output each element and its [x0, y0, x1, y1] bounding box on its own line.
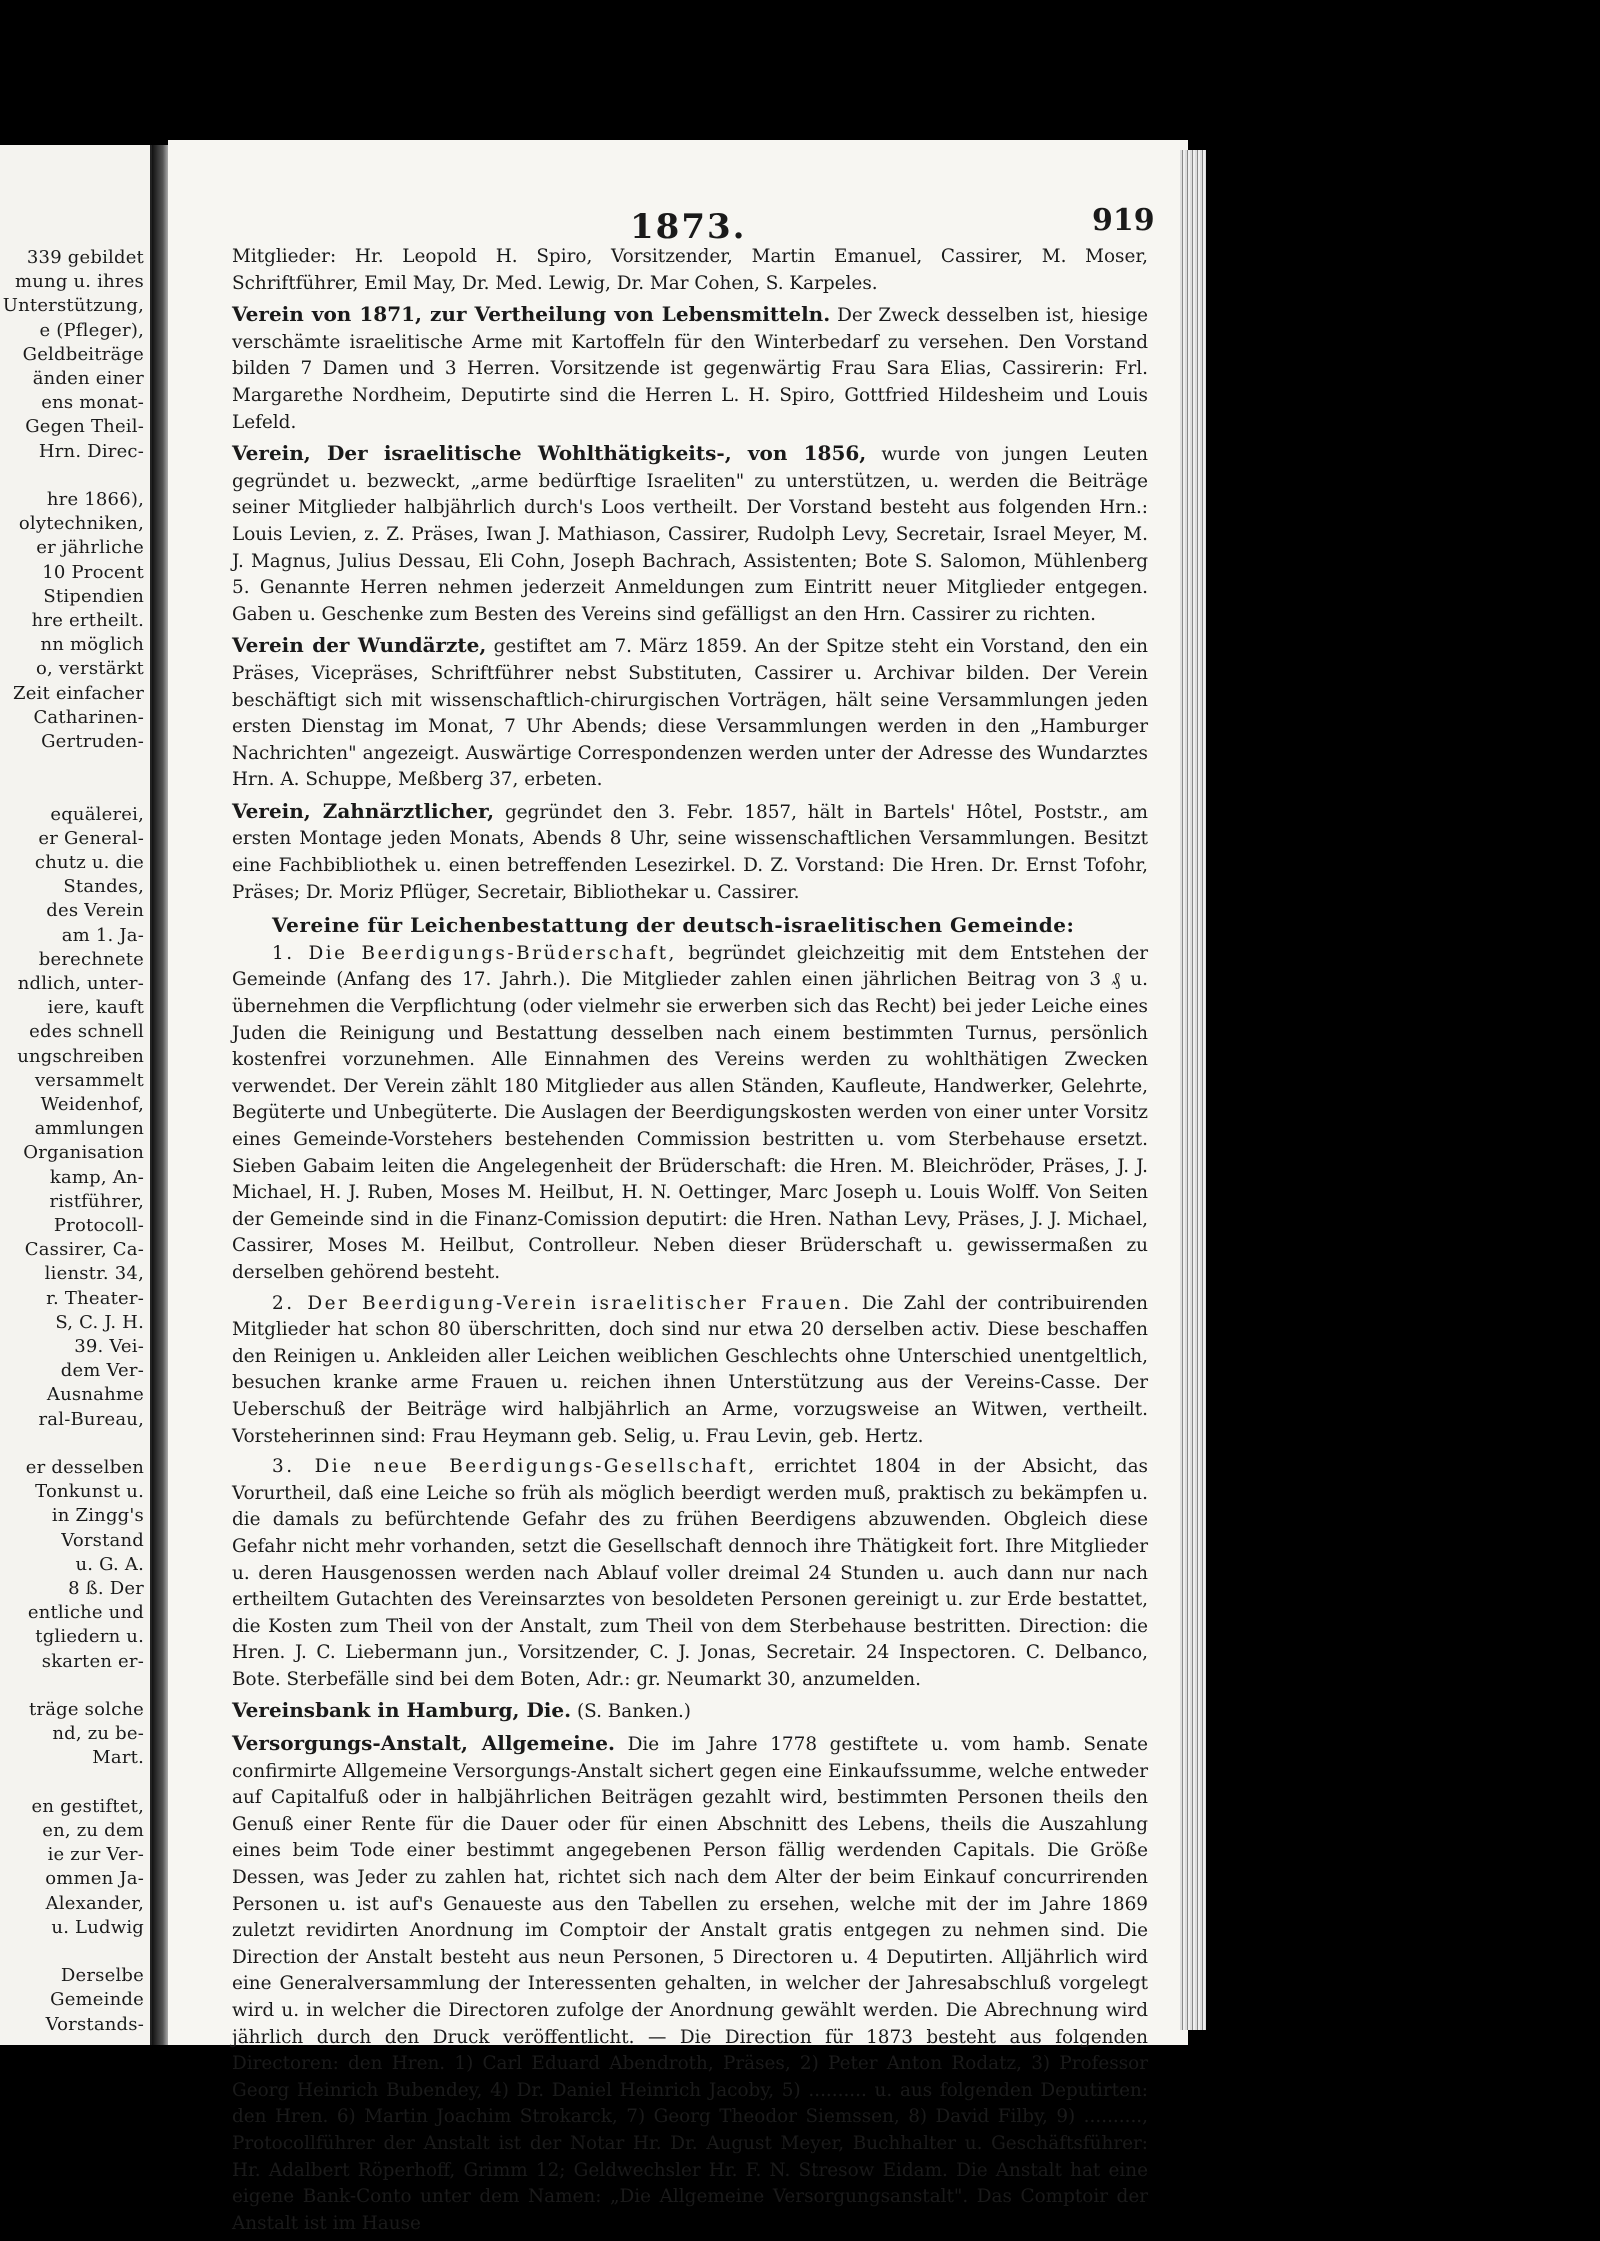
left-page-line: am 1. Ja-	[61, 924, 144, 946]
left-page-line: Alexander,	[45, 1892, 144, 1914]
page-year: 1873.	[630, 207, 747, 247]
entry-text: errichtet 1804 in der Absicht, das Vorurtheil, daß eine Leiche so früh als möglich beerdigt werden muß, praktisch zu bekämpfen u. die damals zu befürchtende Gefahr des zu frühen Beerdigens abzuwenden. Obgleich diese Gefahr nicht mehr vorhanden, setzt die Gesellschaft dennoch ihre Thätigkeit fort. Ihre Mitglieder u. deren Hausgenossen werden nach Ablauf voller dreimal 24 Stunden u. auch dann nur nach ertheiltem Gutachten des Vereinsarztes von besoldeten Personen gereinigt u. zur Erde bestattet, die Kosten zum Theil von der Anstalt, zum Theil von dem Sterbehause bestritten. Direction: die Hren. J. C. Liebermann jun., Vorsitzender, C. J. Jonas, Secretair. 24 Inspectoren. C. Delbanco, Bote. Sterbefälle sind bei dem Boten, Adr.: gr. Neumarkt 30, anzumelden.	[232, 1456, 1148, 1690]
left-page-line: ndlich, unter-	[17, 973, 144, 994]
section-heading-leichenbestattung: Vereine für Leichenbestattung der deutsch-israelitischen Gemeinde:	[272, 913, 1075, 938]
entry-wundaerzte	[232, 632, 1148, 794]
page-number: 919	[1092, 203, 1155, 238]
left-page-line: änden einer	[32, 368, 144, 389]
left-page-line: Gemeinde	[50, 1989, 144, 2011]
left-page-line: mung u. ihres	[15, 271, 144, 293]
left-page-line: hre 1866),	[46, 489, 144, 510]
spiro-members: Mitglieder: Hr. Leopold H. Spiro, Vorsitzender, Martin Emanuel, Cassirer, M. Moser, Schriftführer, Emil May, Dr. Med. Lewig, Dr. Mar Cohen, S. Karpeles.	[232, 246, 1148, 294]
entry-verein-1871	[232, 301, 1148, 436]
entry-text: Die Zahl der contribuirenden Mitglieder hat schon 80 überschritten, doch sind nur etwa 20 derselben activ. Diese beschaffen den Reinigen u. Ankleiden aller Leichen weiblichen Geschlechts ohne Unterschied unentgeltlich, besuchen kranke arme Frauen u. reichen ihnen Unterstützung aus der Vereins-Casse. Der Ueberschuß der Beiträge wird halbjährlich an Arme, vorzugsweise an Witwen, vertheilt. Vorsteherinnen sind: Frau Heymann geb. Selig, u. Frau Levin, geb. Hertz.	[232, 1292, 1148, 1447]
left-page-line: edes schnell	[29, 1021, 144, 1043]
left-page-line: u. G. A.	[75, 1553, 144, 1575]
left-page-line: olytechniken,	[18, 513, 144, 535]
entry-title: Verein, Der israelitische Wohlthätigkeits-, von 1856,	[232, 441, 867, 466]
left-page-line: er jährliche	[36, 537, 144, 559]
entry-title: 3. Die neue Beerdigungs-Gesellschaft,	[272, 1456, 757, 1478]
left-page-line: nd, zu be-	[52, 1723, 144, 1745]
left-page-line: ens monat-	[41, 392, 144, 414]
left-page-line: ral-Bureau,	[38, 1408, 144, 1430]
left-page-line: des Verein	[46, 900, 144, 922]
entry-text: wurde von jungen Leuten gegründet u. bezweckt, „arme bedürftige Israeliten" zu unterstützen, u. werden die Beiträge seiner Mitglieder halbjährlich durch's Loos vertheilt. Der Vorstand besteht aus folgenden Hrn.: Louis Levien, z. Z. Präses, Iwan J. Mathiason, Cassirer, Rudolph Levy, Secretair, Israel Meyer, M. J. Magnus, Julius Dessau, Eli Cohn, Joseph Bachrach, Assistenten; Bote S. Salomon, Mühlenberg 5. Genannte Herren nehmen jederzeit Anmeldungen zum Eintritt neuer Mitglieder entgegen. Gaben u. Geschenke zum Besten des Vereins sind gefälligst an den Hrn. Cassirer zu richten.	[232, 444, 1148, 625]
left-page-line: er desselben	[25, 1457, 144, 1478]
left-page-line: r. Theater-	[46, 1287, 144, 1309]
left-page-line: er General-	[38, 827, 144, 849]
left-page-line: 39. Vei-	[74, 1336, 144, 1357]
left-page-line: Organisation	[23, 1142, 144, 1164]
left-page-line: 339 gebildet	[26, 247, 144, 268]
left-page-line: entliche und	[27, 1602, 144, 1624]
left-page-line: en, zu dem	[42, 1820, 144, 1841]
left-page-line: iere, kauft	[47, 997, 144, 1019]
entry-title: Vereinsbank in Hamburg, Die.	[232, 1698, 572, 1723]
entry-zahnaerzte	[232, 798, 1148, 906]
left-page-line: hre ertheilt.	[31, 610, 144, 631]
entry-versorgungsanstalt	[232, 1730, 1148, 2237]
entry-text: Der Zweck desselben ist, hiesige verschämte israelitische Arme mit Kartoffeln für den Winterbedarf zu versehen. Den Vorstand bilden 7 Damen und 3 Herren. Vorsitzende ist gegenwärtig Frau Sara Elias, Cassirerin: Frl. Margarethe Nordheim, Deputirte sind die Herren L. H. Spiro, Gottfried Hildesheim und Louis Lefeld.	[232, 305, 1148, 433]
left-page-line: Gertruden-	[41, 731, 144, 752]
left-page-line: Ausnahme	[46, 1384, 144, 1406]
left-page-line: in Zingg's	[51, 1505, 144, 1527]
entry-title: Verein, Zahnärztlicher,	[232, 798, 495, 823]
left-page-line: 8 ß. Der	[68, 1578, 144, 1599]
left-page-line: chutz u. die	[34, 852, 144, 873]
left-page-line: Geldbeiträge	[22, 343, 144, 365]
left-page-line: träge solche	[28, 1699, 144, 1720]
left-page-line: Hrn. Direc-	[38, 440, 144, 462]
left-page-line: lienstr. 34,	[44, 1263, 144, 1285]
left-page-line: Gegen Theil-	[25, 416, 144, 438]
left-page-line: nn möglich	[40, 634, 144, 656]
left-page-line: ommen Ja-	[45, 1868, 144, 1890]
left-page-line: S, C. J. H.	[55, 1311, 144, 1333]
entry-title: 2. Der Beerdigung-Verein israelitischer Frauen.	[272, 1292, 852, 1314]
left-page-line: Tonkunst u.	[35, 1481, 144, 1503]
left-page-line: kamp, An-	[49, 1166, 144, 1188]
entry-title: Verein von 1871, zur Vertheilung von Lebensmitteln.	[232, 302, 831, 327]
left-page-line: ie zur Ver-	[47, 1844, 144, 1866]
entry-neue-gesellschaft	[232, 1454, 1148, 1693]
entry-text: gegründet den 3. Febr. 1857, hält in Bartels' Hôtel, Poststr., am ersten Montage jeden Monats, Abends 8 Uhr, seine wissenschaftlichen Versammlungen. Besitzt eine Fachbibliothek u. einen betreffenden Lesezirkel. D. Z. Vorstand: Die Hren. Dr. Ernst Tofohr, Präses; Dr. Moriz Pflüger, Secretair, Bibliothekar u. Cassirer.	[232, 801, 1148, 903]
left-page-line: u. Ludwig	[51, 1916, 144, 1938]
left-page-line: Vorstands-	[45, 2013, 144, 2035]
left-page-line: Standes,	[63, 876, 144, 898]
entry-frauenverein	[232, 1291, 1148, 1451]
left-page-line: en gestiftet,	[31, 1795, 144, 1817]
left-page-line: versammelt	[34, 1069, 144, 1091]
left-page-line: Stipendien	[43, 585, 144, 607]
entry-text: gestiftet am 7. März 1859. An der Spitze steht ein Vorstand, den ein Präses, Vicepräses, Schriftführer nebst Substituten, Cassirer u. Archivar bilden. Der Verein beschäftigt sich mit wissenschaftlich-chirurgischen Vorträgen, hält seine Versammlungen jeden ersten Dienstag im Monat, 7 Uhr Abends; diese Versammlungen werden in den „Hamburger Nachrichten" angezeigt. Auswärtige Correspondenzen werden unter der Adresse des Wundarztes Hrn. A. Schuppe, Meßberg 37, erbeten.	[232, 636, 1148, 791]
page-edges	[1180, 150, 1206, 2030]
entry-title: 1. Die Beerdigungs-Brüderschaft,	[272, 942, 677, 964]
entry-text: (S. Banken.)	[576, 1701, 691, 1723]
left-page-line: Protocoll-	[53, 1215, 144, 1236]
left-page-line: Cassirer, Ca-	[24, 1239, 144, 1261]
entry-title: Versorgungs-Anstalt, Allgemeine.	[232, 1731, 615, 1756]
left-page-line: o, verstärkt	[35, 658, 144, 680]
entry-title: Verein der Wundärzte,	[232, 633, 487, 658]
entry-text: begründet gleichzeitig mit dem Entstehen der Gemeinde (Anfang des 17. Jahrh.). Die Mitglieder zahlen einen jährlichen Beitrag von 3 ₰ u. übernehmen die Verpflichtung (oder vielmehr sie erwerben sich das Recht) bei jeder Leiche eines Juden die Reinigung und Bestattung desselben nach einem bestimmten Turnus, persönlich kostenfrei vorzunehmen. Alle Einnahmen des Vereins werden zu wohlthätigen Zwecken verwendet. Der Verein zählt 180 Mitglieder aus allen Ständen, Kaufleute, Handwerker, Gelehrte, Begüterte und Unbegüterte. Die Auslagen der Beerdigungskosten werden von einer unter Vorsitz eines Gemeinde-Vorstehers bestehenden Commission bestritten u. vom Sterbehause ersetzt. Sieben Gabaim leiten die Angelegenheit der Brüderschaft: die Hren. M. Bleichröder, Präses, J. J. Michael, H. J. Ruben, Moses M. Heilbut, H. N. Oettinger, Marc Joseph u. Louis Wolff. Von Seiten der Gemeinde sind in die Finanz-Comission deputirt: die Hren. Nathan Levy, Präses, J. J. Michael, Cassirer, Moses M. Heilbut, Controlleur. Neben dieser Brüderschaft u. gewissermaßen zu derselben gehörend besteht.	[232, 942, 1148, 1283]
left-page-line: Derselbe	[60, 1965, 144, 1987]
left-page-fragment	[0, 145, 152, 2045]
left-page-line: e (Pfleger),	[39, 319, 144, 341]
page-content	[232, 244, 1148, 2241]
entry-brueederschaft	[232, 941, 1148, 1287]
left-page-line: 10 Procent	[42, 561, 144, 583]
left-page-line: Zeit einfacher	[13, 682, 144, 704]
entry-text: Die im Jahre 1778 gestiftete u. vom hamb. Senate confirmirte Allgemeine Versorgungs-Anstalt sichert gegen eine Einkaufssumme, welche entweder auf Capitalfuß oder in halbjährlichen Beiträgen gezahlt wird, bestimmten Personen theils den Genuß einer Rente für die Dauer oder für einen Abschnitt des Lebens, theils die Auszahlung eines beim Tode einer bestimmt angegebenen Person fällig werdenden Capitals. Die Größe Dessen, was Jeder zu zahlen hat, richtet sich nach dem Alter der beim Einkauf concurrirenden Personen u. ist auf's Genaueste aus den Tabellen zu ersehen, welche mit der im Jahre 1869 zuletzt revidirten Anordnung im Comptoir der Anstalt gratis entgegen zu nehmen sind. Die Direction der Anstalt besteht aus neun Personen, 5 Directoren u. 4 Deputirten. Alljährlich wird eine Generalversammlung der Interessenten gehalten, in welcher der Jahresabschluß vorgelegt wird u. in welcher die Directoren zufolge der Anordnung gewählt werden. Die Abrechnung wird jährlich durch den Druck veröffentlicht. — Die Direction für 1873 besteht aus folgenden Directoren: den Hren. 1) Carl Eduard Abendroth, Präses, 2) Peter Anton Rodatz, 3) Professor Georg Heinrich Bubendey, 4) Dr. Daniel Heinrich Jacoby, 5) .......... u. aus folgenden Deputirten: den Hren. 6) Martin Joachim Strokarck, 7) Georg Theodor Siemssen, 8) David Filby, 9) .........., Protocollführer der Anstalt ist der Notar Hr. Dr. August Meyer, Buchhalter u. Geschäftsführer: Hr. Adalbert Röperhoff, Grimm 12; Geldwechsler Hr. F. N. Stresow Eidam. Die Anstalt hat eine eigene Bank-Conto unter dem Namen: „Die Allgemeine Versorgungsanstalt". Das Comptoir der Anstalt ist im Hause	[232, 1734, 1149, 2234]
entry-vereinsbank	[232, 1697, 1148, 1726]
left-page-line: tgliedern u.	[35, 1626, 144, 1648]
left-page-line: ristführer,	[49, 1190, 144, 1212]
left-page-line: equälerei,	[50, 803, 144, 825]
left-page-line: Mart.	[92, 1747, 144, 1769]
left-page-line: skarten er-	[41, 1650, 144, 1672]
left-page-line: Vorstand	[61, 1529, 144, 1551]
left-page-line: ammlungen	[34, 1118, 144, 1140]
entry-wohlthaetigkeit	[232, 440, 1148, 628]
left-page-line: dem Ver-	[60, 1360, 144, 1382]
left-page-line: Catharinen-	[33, 706, 144, 728]
left-page-line: berechnete	[38, 948, 144, 970]
left-page-line: Weidenhof,	[40, 1094, 144, 1115]
left-page-line: Unterstützung,	[2, 295, 144, 317]
left-page-line: ungschreiben	[17, 1045, 144, 1067]
